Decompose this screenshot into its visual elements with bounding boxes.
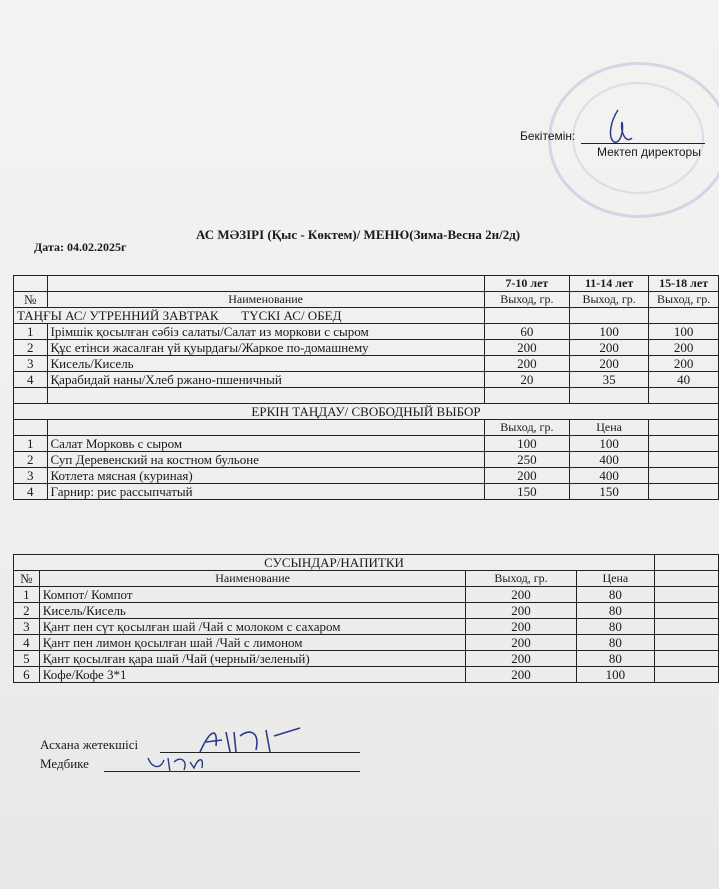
table-row: 1 Ірімшік қосылған сәбіз салаты/Салат из моркови с сыром 60 100 100 [14,324,719,340]
price-header: Цена [576,571,654,587]
output-header: Выход, гр. [484,292,569,308]
output-header: Выход, гр. [466,571,576,587]
meal-section-label: ТАҢҒЫ АС/ УТРЕННИЙ ЗАВТРАК ТҮСКІ АС/ ОБЕД [14,308,485,324]
age-group-header: 15-18 лет [649,276,719,292]
table-row: 3 Қант пен сүт қосылған шай /Чай с молоком с сахаром 200 80 [14,619,719,635]
output-header: Выход, гр. [649,292,719,308]
table-row: 3 Котлета мясная (куриная) 200 400 [14,468,719,484]
table-row: 4 Қарабидай наны/Хлеб ржано-пшеничный 20 35 40 [14,372,719,388]
nurse-label: Медбике [40,756,89,771]
name-header: Наименование [47,292,484,308]
table-row: 5 Қант қосылған қара шай /Чай (черный/зеленый) 200 80 [14,651,719,667]
output-header: Выход, гр. [569,292,648,308]
free-output-header: Выход, гр. [484,420,569,436]
number-header: № [14,292,48,308]
table-row: 3 Кисель/Кисель 200 200 200 [14,356,719,372]
age-group-header: 7-10 лет [484,276,569,292]
page-title: АС МӘЗІРІ (Қыс - Көктем)/ МЕНЮ(Зима-Весна 2н/2д) [196,227,521,242]
approve-label: Бекітемін: [520,129,576,143]
menu-date: Дата: 04.02.2025г [34,240,127,254]
drinks-title: СУСЫНДАР/НАПИТКИ [14,555,655,571]
table-row: 4 Гарнир: рис рассыпчатый 150 150 [14,484,719,500]
number-header: № [14,571,40,587]
table-row: 1 Салат Морковь с сыром 100 100 [14,436,719,452]
name-header: Наименование [39,571,466,587]
table-row: 6 Кофе/Кофе 3*1 200 100 [14,667,719,683]
handwritten-signatures [140,722,330,782]
table-row: 2 Кисель/Кисель 200 80 [14,603,719,619]
empty-row [14,388,719,404]
drinks-table [13,554,719,683]
table-row: 4 Қант пен лимон қосылған шай /Чай с лимоном 200 80 [14,635,719,651]
table-row: 2 Суп Деревенский на костном бульоне 250 400 [14,452,719,468]
director-label: Мектеп директоры [597,145,701,159]
table-row: 2 Құс етінси жасалған үй қуырдағы/Жаркое по-домашнему 200 200 200 [14,340,719,356]
main-menu-table [13,275,719,500]
free-price-header: Цена [569,420,648,436]
kitchen-head-label: Асхана жетекшісі [40,737,139,752]
director-signature [600,108,640,148]
table-row: 1 Компот/ Компот 200 80 [14,587,719,603]
free-choice-title: ЕРКІН ТАҢДАУ/ СВОБОДНЫЙ ВЫБОР [14,404,719,420]
age-group-header: 11-14 лет [569,276,648,292]
